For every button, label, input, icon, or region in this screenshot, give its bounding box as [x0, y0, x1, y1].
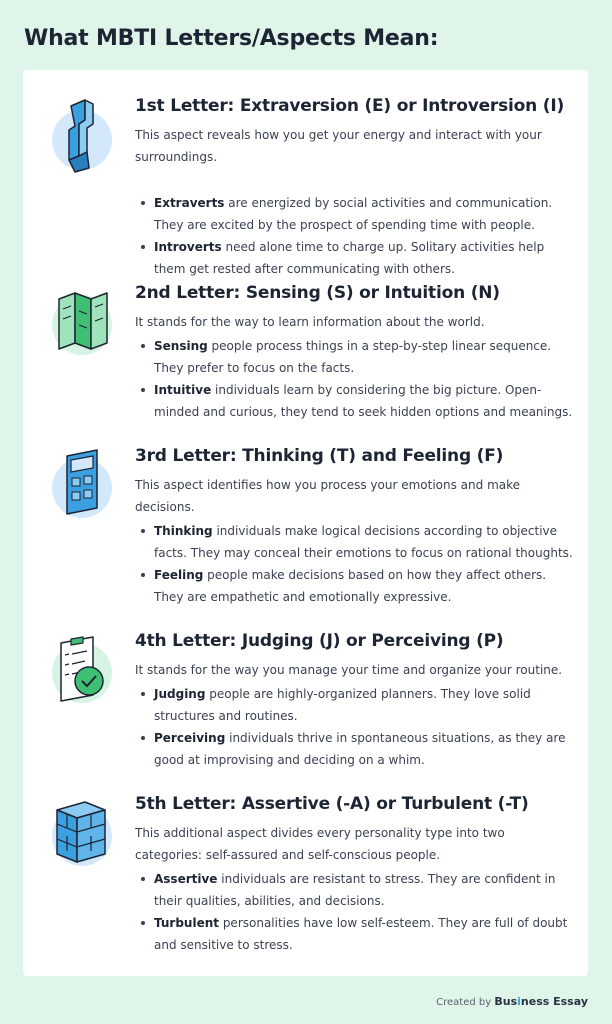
section-title: 1st Letter: Extraversion (E) or Introversion (I) — [135, 96, 565, 116]
list-item — [135, 520, 575, 564]
brand-text-start: Bus — [494, 995, 518, 1008]
calculator-icon — [45, 448, 117, 528]
created-by-label: Created by — [436, 997, 492, 1008]
section-intro: It stands for the way you manage your time and organize your routine. — [135, 663, 563, 677]
folded-map-icon — [45, 285, 117, 365]
brick-wall-icon — [45, 796, 117, 876]
description: individuals learn by considering the big picture. Open-minded and curious, they tend to seek hidden options and meanings. — [154, 383, 573, 419]
description: are energized by social activities and communication. They are excited by the prospect of spending time with people. — [154, 196, 553, 232]
list-item — [135, 868, 575, 912]
page-title: What MBTI Letters/Aspects Mean: — [24, 26, 439, 51]
bullet-list — [135, 868, 575, 956]
description: people process things in a step-by-step linear sequence. They prefer to focus on the facts. — [154, 339, 552, 375]
section-title: 5th Letter: Assertive (-A) or Turbulent (-T) — [135, 794, 529, 814]
list-item — [135, 683, 575, 727]
clipboard-check-icon — [45, 633, 117, 713]
section-intro: This aspect reveals how you get your energy and interact with your surroundings. — [135, 128, 542, 164]
term: Perceiving — [154, 731, 226, 745]
section-intro: This additional aspect divides every personality type into two categories: self-assured and self-conscious people. — [135, 826, 505, 862]
term: Sensing — [154, 339, 208, 353]
section-title: 4th Letter: Judging (J) or Perceiving (P) — [135, 631, 504, 651]
list-item — [135, 727, 575, 771]
footer-credit — [436, 995, 588, 1008]
content-card — [23, 70, 588, 976]
bullet-list — [135, 520, 575, 608]
description: people are highly-organized planners. They love solid structures and routines. — [154, 687, 531, 723]
section-intro: It stands for the way to learn information about the world. — [135, 315, 485, 329]
list-item — [135, 564, 575, 608]
term: Extraverts — [154, 196, 225, 210]
list-item — [135, 192, 575, 236]
bullet-list — [135, 192, 575, 280]
description: need alone time to charge up. Solitary activities help them get rested after communicating with others. — [154, 240, 545, 276]
list-item — [135, 912, 575, 956]
bullet-list — [135, 335, 575, 423]
term: Assertive — [154, 872, 218, 886]
description: individuals are resistant to stress. They are confident in their qualities, abilities, and decisions. — [154, 872, 556, 908]
brand-text-end: ness Essay — [520, 995, 588, 1008]
brand-logo — [494, 995, 588, 1008]
term: Turbulent — [154, 916, 219, 930]
term: Feeling — [154, 568, 204, 582]
lightning-bolt-icon — [45, 98, 117, 178]
list-item — [135, 335, 575, 379]
bullet-list — [135, 683, 575, 771]
description: personalities have low self-esteem. They are full of doubt and sensitive to stress. — [154, 916, 568, 952]
section-title: 3rd Letter: Thinking (T) and Feeling (F) — [135, 446, 504, 466]
list-item — [135, 236, 575, 280]
description: individuals make logical decisions according to objective facts. They may conceal their emotions to focus on rational thoughts. — [154, 524, 573, 560]
description: individuals thrive in spontaneous situations, as they are good at improvising and deciding on a whim. — [154, 731, 566, 767]
section-intro: This aspect identifies how you process your emotions and make decisions. — [135, 478, 521, 514]
term: Judging — [154, 687, 206, 701]
brand-text-accent: i — [517, 995, 521, 1008]
term: Intuitive — [154, 383, 212, 397]
section-title: 2nd Letter: Sensing (S) or Intuition (N) — [135, 283, 500, 303]
term: Thinking — [154, 524, 213, 538]
description: people make decisions based on how they affect others. They are empathetic and emotionally expressive. — [154, 568, 547, 604]
term: Introverts — [154, 240, 222, 254]
list-item — [135, 379, 575, 423]
